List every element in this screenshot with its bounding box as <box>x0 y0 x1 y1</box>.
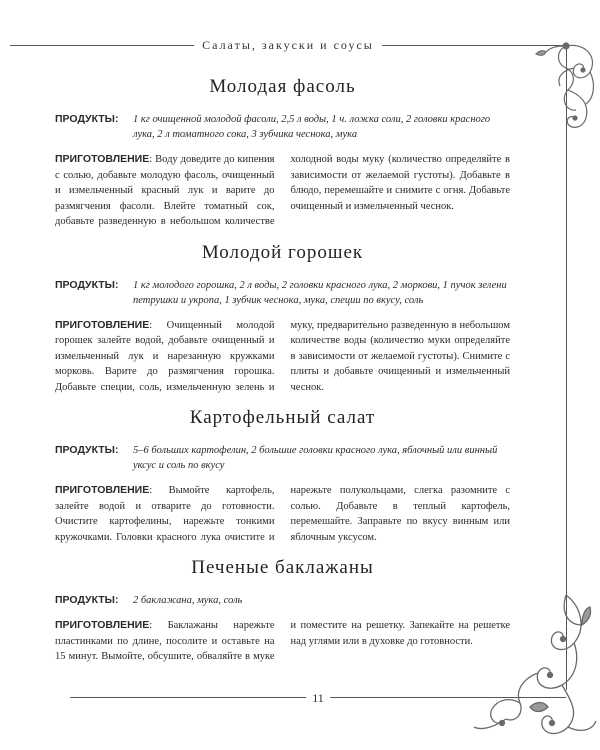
section-title: Молодая фасоль <box>209 76 356 97</box>
products-label: ПРОДУКТЫ: <box>55 444 119 456</box>
method-body: : Вымойте картофель, залейте водой и отварите до готовности. Очистите картофелины, нарежьте тонкими кружочками. Головки красного лука очистите и нарежьте полукольцами, слегка разомните с солью. Добавьте в теплый картофель, перемешайте. Заправьте по вкусу винным или яблочным уксусом. <box>55 485 510 543</box>
recipe-section <box>55 242 510 396</box>
products-row <box>55 443 510 473</box>
top-right-ornament-icon <box>516 40 600 135</box>
products-label: ПРОДУКТЫ: <box>55 113 119 125</box>
method-body: : Воду доведите до кипения с солью, добавьте молодую фасоль, очищенный и измельченный красный лук и варите до размягчения фасоли. Влейте томатный сок, добавьте разведенную в небольшом количестве холодной воды муку (количество определяйте в зависимости от желаемой густоты). Добавьте в блюдо, перемешайте и снимите с огня. Добавьте очищенный и измельченный чеснок. <box>55 154 510 227</box>
method-text <box>55 618 510 665</box>
products-label: ПРОДУКТЫ: <box>55 594 119 606</box>
section-title: Печеные баклажаны <box>191 557 374 578</box>
method-label: ПРИГОТОВЛЕНИЕ <box>55 619 150 631</box>
products-row <box>55 278 510 308</box>
recipe-content <box>55 70 510 677</box>
method-text <box>55 318 510 396</box>
page-number: 11 <box>306 690 330 706</box>
method-body: : Очищенный молодой горошек залейте водой, добавьте очищенный и измельченный лук и нарезанную кружками морковь. Варите до размягчения горошка. Добавьте специи, соль, измельченную зелень и муку, предварительно разведенную в небольшом количестве воды (количество муки определяйте в зависимости от желаемой густоты). Снимите с плиты и добавьте очищенный и измельченный чеснок. <box>55 319 510 393</box>
header-rule <box>10 36 566 54</box>
method-label: ПРИГОТОВЛЕНИЕ <box>55 153 150 165</box>
products-label: ПРОДУКТЫ: <box>55 278 119 291</box>
recipe-section <box>55 76 510 230</box>
recipe-section <box>55 557 510 665</box>
method-text <box>55 152 510 230</box>
running-header-title: Салаты, закуски и соусы <box>194 36 382 54</box>
products-text: 1 кг молодого горошка, 2 л воды, 2 головки красного лука, 2 моркови, 1 пучок зелени петрушки и укропа, 1 зубчик чеснока, мука, специи по вкусу, соль <box>133 279 507 306</box>
products-row <box>55 112 510 142</box>
products-text: 5–6 больших картофелин, 2 большие головки красного лука, яблочный или винный уксус и соль по вкусу <box>133 445 498 471</box>
method-label: ПРИГОТОВЛЕНИЕ <box>55 484 150 496</box>
products-text: 1 кг очищенной молодой фасоли, 2,5 л воды, 1 ч. ложка соли, 2 головки красного лука, 2 л томатного сока, 3 зубчика чеснока, мука <box>133 114 491 140</box>
recipe-section <box>55 407 510 545</box>
section-title: Картофельный салат <box>189 407 376 428</box>
method-label: ПРИГОТОВЛЕНИЕ <box>55 318 150 331</box>
products-text: 2 баклажана, мука, соль <box>133 595 243 606</box>
method-body: : Баклажаны нарежьте пластинками по длине, посолите и оставьте на 15 минут. Вымойте, обсушите, обваляйте в муке и поместите на решетку. Запекайте на решетке над углями или в духовке до готовности. <box>55 620 510 662</box>
method-text <box>55 483 510 545</box>
products-row <box>55 593 510 608</box>
section-title: Молодой горошек <box>201 241 364 263</box>
